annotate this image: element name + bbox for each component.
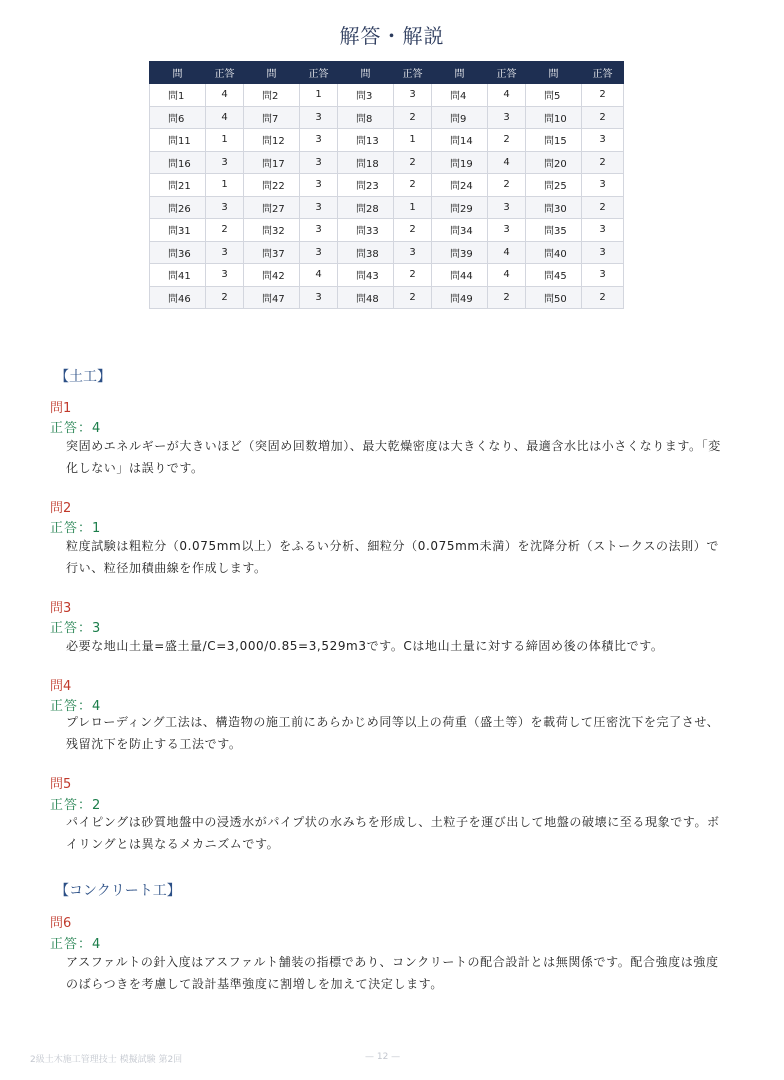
table-row: [150, 286, 624, 309]
answer-cell: 1: [206, 174, 244, 197]
answer-cell: 3: [394, 241, 432, 264]
answer-cell: 3: [582, 264, 624, 287]
question-number-cell: 問45: [526, 264, 582, 287]
answer-label: 正答：4: [50, 699, 102, 714]
question-number-cell: 問36: [150, 241, 206, 264]
question-number-cell: 問8: [338, 106, 394, 129]
explanation-text: 粒度試験は粗粒分（0.075mm以上）をふるい分析、細粒分（0.075mm未満）を沈降分析（ストークスの法則）で行い、粒径加積曲線を作成します。: [66, 539, 719, 575]
answer-cell: 2: [488, 174, 526, 197]
question-number-cell: 問19: [432, 151, 488, 174]
question-number-cell: 問25: [526, 174, 582, 197]
question-number-cell: 問26: [150, 196, 206, 219]
question-number-cell: 問39: [432, 241, 488, 264]
answer-cell: 3: [488, 196, 526, 219]
table-header-cell: 正答: [206, 62, 244, 84]
answer-cell: 2: [488, 286, 526, 309]
answer-cell: 4: [488, 84, 526, 107]
question-number-cell: 問5: [526, 84, 582, 107]
answer-cell: 2: [394, 219, 432, 242]
question-number-cell: 問21: [150, 174, 206, 197]
table-row: [150, 196, 624, 219]
question-number-cell: 問14: [432, 129, 488, 152]
question-number-cell: 問20: [526, 151, 582, 174]
question-number-cell: 問50: [526, 286, 582, 309]
table-header-cell: 正答: [394, 62, 432, 84]
table-row: [150, 151, 624, 174]
answer-cell: 1: [206, 129, 244, 152]
question-number-cell: 問24: [432, 174, 488, 197]
answer-cell: 4: [300, 264, 338, 287]
answer-cell: 3: [300, 286, 338, 309]
question-number-cell: 問2: [244, 84, 300, 107]
question-number-cell: 問40: [526, 241, 582, 264]
question-number-cell: 問48: [338, 286, 394, 309]
table-row: [150, 241, 624, 264]
question-number-cell: 問35: [526, 219, 582, 242]
table-header-cell: 正答: [488, 62, 526, 84]
question-label: 問4: [50, 679, 72, 694]
question-label: 問3: [50, 601, 72, 616]
question-number-cell: 問16: [150, 151, 206, 174]
question-number-cell: 問7: [244, 106, 300, 129]
question-number-cell: 問30: [526, 196, 582, 219]
question-number-cell: 問12: [244, 129, 300, 152]
question-number-cell: 問4: [432, 84, 488, 107]
explanation-text: パイピングは砂質地盤中の浸透水がパイプ状の水みちを形成し、土粒子を運び出して地盤の破壊に至る現象です。ボイリングとは異なるメカニズムです。: [66, 815, 720, 851]
page-number: — 12 —: [365, 1052, 401, 1062]
question-number-cell: 問42: [244, 264, 300, 287]
answer-cell: 2: [394, 286, 432, 309]
question-number-cell: 問33: [338, 219, 394, 242]
explanation-text: プレローディング工法は、構造物の施工前にあらかじめ同等以上の荷重（盛土等）を載荷して圧密沈下を完了させ、残留沈下を防止する工法です。: [66, 715, 720, 751]
question-number-cell: 問32: [244, 219, 300, 242]
question-number-cell: 問9: [432, 106, 488, 129]
answer-cell: 3: [394, 84, 432, 107]
table-row: [150, 84, 624, 107]
question-number-cell: 問3: [338, 84, 394, 107]
answer-cell: 3: [582, 241, 624, 264]
question-number-cell: 問29: [432, 196, 488, 219]
answer-cell: 2: [394, 174, 432, 197]
answer-table: [149, 61, 624, 309]
answer-cell: 4: [488, 264, 526, 287]
table-header-cell: 正答: [582, 62, 624, 84]
answer-label: 正答：4: [50, 421, 102, 436]
question-number-cell: 問46: [150, 286, 206, 309]
answer-cell: 3: [206, 151, 244, 174]
answer-cell: 4: [488, 241, 526, 264]
table-header-cell: 問: [150, 62, 206, 84]
answer-cell: 3: [488, 106, 526, 129]
table-header-cell: 問: [432, 62, 488, 84]
answer-cell: 2: [394, 106, 432, 129]
question-number-cell: 問34: [432, 219, 488, 242]
question-number-cell: 問44: [432, 264, 488, 287]
question-number-cell: 問41: [150, 264, 206, 287]
question-number-cell: 問6: [150, 106, 206, 129]
table-row: [150, 174, 624, 197]
table-header-cell: 正答: [300, 62, 338, 84]
answer-cell: 2: [582, 106, 624, 129]
question-number-cell: 問11: [150, 129, 206, 152]
answer-cell: 3: [300, 106, 338, 129]
table-row: [150, 106, 624, 129]
answer-cell: 2: [206, 286, 244, 309]
section-heading-concrete: 【コンクリート工】: [55, 883, 181, 899]
question-number-cell: 問18: [338, 151, 394, 174]
answer-cell: 1: [394, 196, 432, 219]
question-number-cell: 問38: [338, 241, 394, 264]
page-title: 解答・解説: [339, 24, 445, 48]
table-row: [150, 129, 624, 152]
answer-cell: 3: [582, 219, 624, 242]
answer-cell: 3: [300, 241, 338, 264]
table-header-cell: 問: [338, 62, 394, 84]
question-number-cell: 問1: [150, 84, 206, 107]
answer-label: 正答：4: [50, 937, 102, 952]
table-header-cell: 問: [244, 62, 300, 84]
question-number-cell: 問15: [526, 129, 582, 152]
answer-cell: 2: [582, 84, 624, 107]
answer-cell: 2: [582, 286, 624, 309]
answer-cell: 2: [488, 129, 526, 152]
answer-cell: 4: [488, 151, 526, 174]
answer-label: 正答：2: [50, 798, 102, 813]
question-number-cell: 問37: [244, 241, 300, 264]
answer-cell: 1: [394, 129, 432, 152]
question-number-cell: 問28: [338, 196, 394, 219]
question-label: 問5: [50, 777, 72, 792]
answer-cell: 1: [300, 84, 338, 107]
explanation-text: 必要な地山土量=盛土量/C=3,000/0.85=3,529m3です。Cは地山土量に対する締固め後の体積比です。: [66, 639, 664, 653]
answer-cell: 2: [582, 196, 624, 219]
answer-cell: 3: [300, 174, 338, 197]
table-header-cell: 問: [526, 62, 582, 84]
answer-cell: 3: [206, 264, 244, 287]
question-number-cell: 問43: [338, 264, 394, 287]
question-number-cell: 問17: [244, 151, 300, 174]
question-label: 問2: [50, 501, 72, 516]
question-label: 問1: [50, 401, 72, 416]
question-number-cell: 問10: [526, 106, 582, 129]
answer-cell: 3: [582, 129, 624, 152]
answer-cell: 3: [300, 129, 338, 152]
question-number-cell: 問22: [244, 174, 300, 197]
question-number-cell: 問49: [432, 286, 488, 309]
answer-cell: 3: [206, 241, 244, 264]
answer-cell: 2: [582, 151, 624, 174]
answer-cell: 3: [582, 174, 624, 197]
question-number-cell: 問27: [244, 196, 300, 219]
answer-cell: 3: [488, 219, 526, 242]
answer-cell: 4: [206, 84, 244, 107]
footer-title: 2級土木施工管理技士 模擬試験 第2回: [30, 1055, 183, 1065]
answer-cell: 3: [300, 219, 338, 242]
explanation-text: アスファルトの針入度はアスファルト舗装の指標であり、コンクリートの配合設計とは無関係です。配合強度は強度のばらつきを考慮して設計基準強度に割増しを加えて決定します。: [66, 955, 719, 991]
answer-cell: 2: [394, 151, 432, 174]
answer-cell: 3: [300, 196, 338, 219]
answer-label: 正答：3: [50, 621, 102, 636]
explanation-text: 突固めエネルギーが大きいほど（突固め回数増加）、最大乾燥密度は大きくなり、最適含水比は小さくなります。「変化しない」は誤りです。: [66, 439, 721, 475]
question-number-cell: 問23: [338, 174, 394, 197]
table-row: [150, 264, 624, 287]
question-number-cell: 問13: [338, 129, 394, 152]
question-label: 問6: [50, 916, 72, 931]
answer-cell: 3: [300, 151, 338, 174]
answer-label: 正答：1: [50, 521, 102, 536]
answer-cell: 4: [206, 106, 244, 129]
question-number-cell: 問47: [244, 286, 300, 309]
answer-cell: 2: [394, 264, 432, 287]
table-header-row: [150, 62, 624, 84]
question-number-cell: 問31: [150, 219, 206, 242]
answer-cell: 3: [206, 196, 244, 219]
answer-cell: 2: [206, 219, 244, 242]
section-heading-earthwork: 【土工】: [55, 369, 111, 385]
table-row: [150, 219, 624, 242]
